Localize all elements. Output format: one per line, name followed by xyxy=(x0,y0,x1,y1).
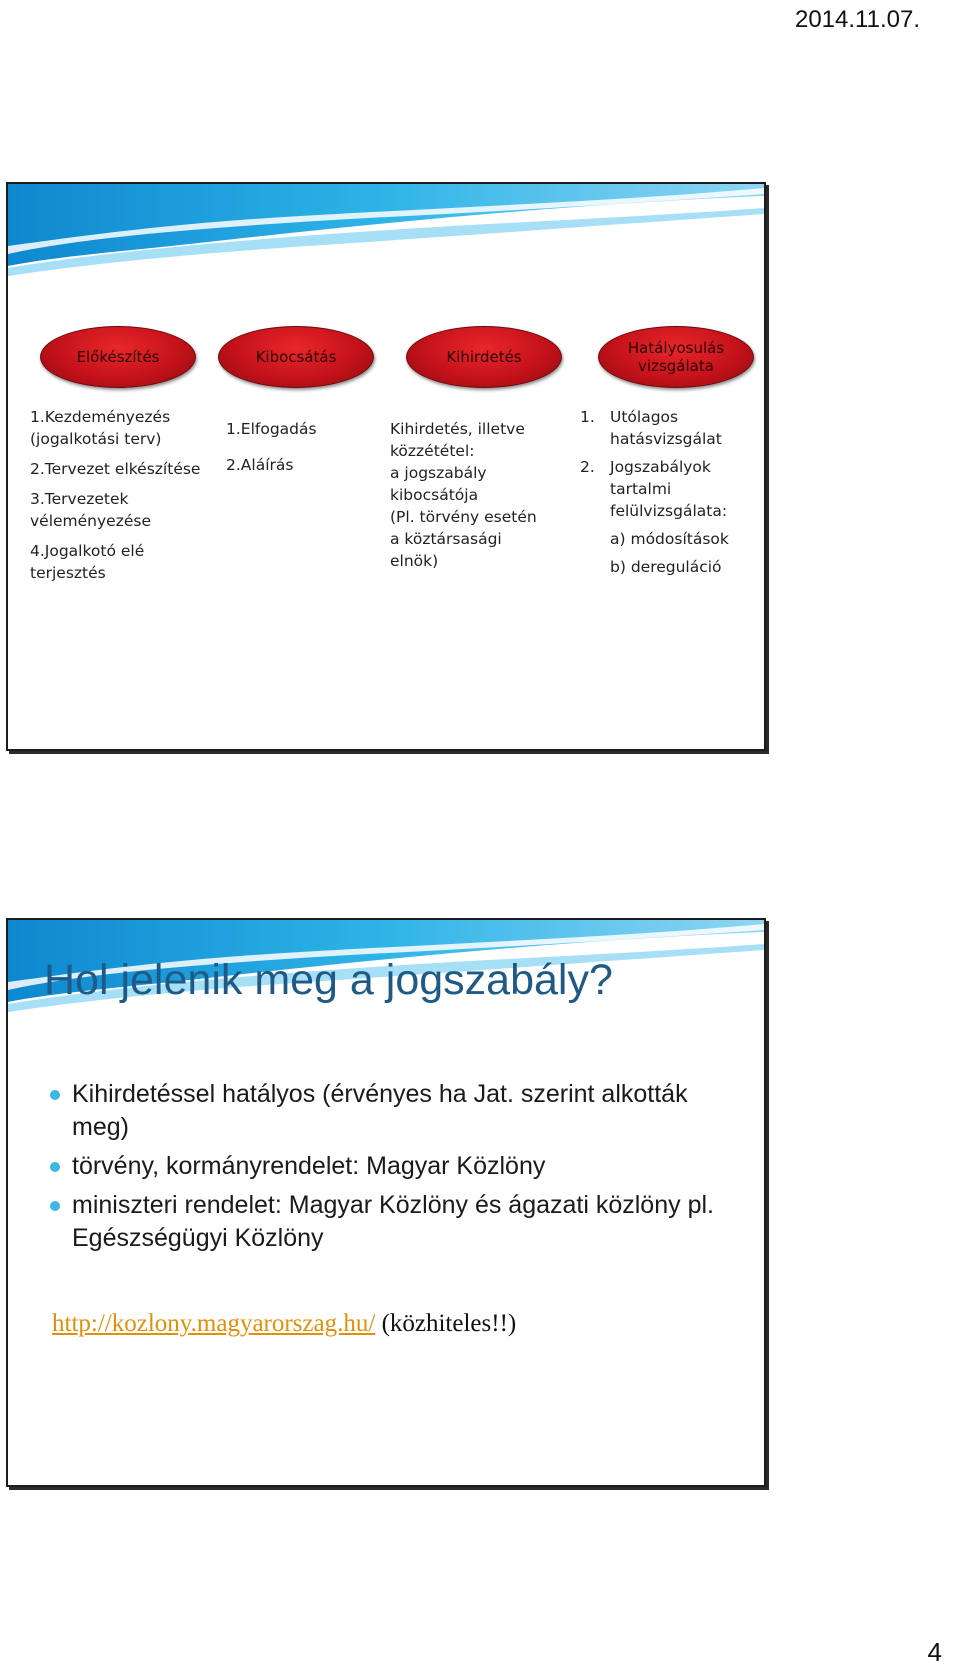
promulgation-line: Kihirdetés, illetve közzététel: xyxy=(390,420,525,460)
wave-header-decoration xyxy=(8,184,764,304)
bullet-text: miniszteri rendelet: Magyar Közlöny és ágazati közlöny pl. Egészségügyi Közlöny xyxy=(72,1191,714,1252)
review-item-number: 1. xyxy=(580,408,595,426)
page-date: 2014.11.07. xyxy=(794,6,920,33)
review-item-text: Jogszabályok tartalmi felülvizsgálata: xyxy=(610,458,728,520)
stage-label: Előkészítés xyxy=(76,348,160,366)
promulgation-line: a jogszabály kibocsátója xyxy=(390,464,487,504)
slide-title: Hol jelenik meg a jogszabály? xyxy=(44,956,613,1004)
bullet-item xyxy=(48,1150,728,1183)
column-promulgation-text xyxy=(390,418,568,580)
step-item: 2.Tervezet elkészítése xyxy=(30,460,201,478)
authentic-note: (közhiteles!!) xyxy=(381,1310,517,1337)
step-item: 1.Elfogadás xyxy=(226,420,317,438)
column-issuance-steps xyxy=(226,418,376,484)
bullet-text: törvény, kormányrendelet: Magyar Közlöny xyxy=(72,1152,546,1180)
review-subitem: a) módosítások xyxy=(610,530,729,548)
review-item-text: Utólagos hatásvizsgálat xyxy=(610,408,722,448)
bullet-dot-icon xyxy=(50,1162,60,1172)
stage-issuance xyxy=(218,326,374,388)
stage-effectiveness-review xyxy=(598,326,754,388)
bullet-item xyxy=(48,1189,728,1255)
step-item: 2.Aláírás xyxy=(226,456,294,474)
review-item xyxy=(580,406,750,450)
review-item-number: 2. xyxy=(580,458,595,476)
slide-process-stages xyxy=(6,182,766,751)
review-item xyxy=(580,456,750,522)
column-preparation-steps xyxy=(30,406,210,592)
bullet-dot-icon xyxy=(50,1090,60,1100)
stage-promulgation xyxy=(406,326,562,388)
review-subitem: b) dereguláció xyxy=(610,558,722,576)
column-review-steps xyxy=(580,406,750,584)
step-item: 4.Jogalkotó elé terjesztés xyxy=(30,542,145,582)
step-item: 1.Kezdeményezés (jogalkotási terv) xyxy=(30,408,171,448)
stage-preparation xyxy=(40,326,196,388)
bullet-list xyxy=(48,1078,728,1261)
bullet-item xyxy=(48,1078,728,1144)
bullet-dot-icon xyxy=(50,1201,60,1211)
stage-label: Kibocsátás xyxy=(255,348,337,366)
slide-where-published xyxy=(6,918,766,1487)
gazette-link[interactable]: http://kozlony.magyarorszag.hu/ xyxy=(52,1310,376,1337)
step-item: 3.Tervezetek véleményezése xyxy=(30,490,152,530)
stage-label: Kihirdetés xyxy=(446,348,522,366)
gazette-link-line xyxy=(52,1310,516,1338)
bullet-text: Kihirdetéssel hatályos (érvényes ha Jat. szerint alkották meg) xyxy=(72,1080,688,1141)
stage-label: Hatályosulás vizsgálata xyxy=(627,339,725,375)
page-number: 4 xyxy=(927,1637,942,1667)
promulgation-line: (Pl. törvény esetén a köztársasági elnök) xyxy=(390,508,537,570)
